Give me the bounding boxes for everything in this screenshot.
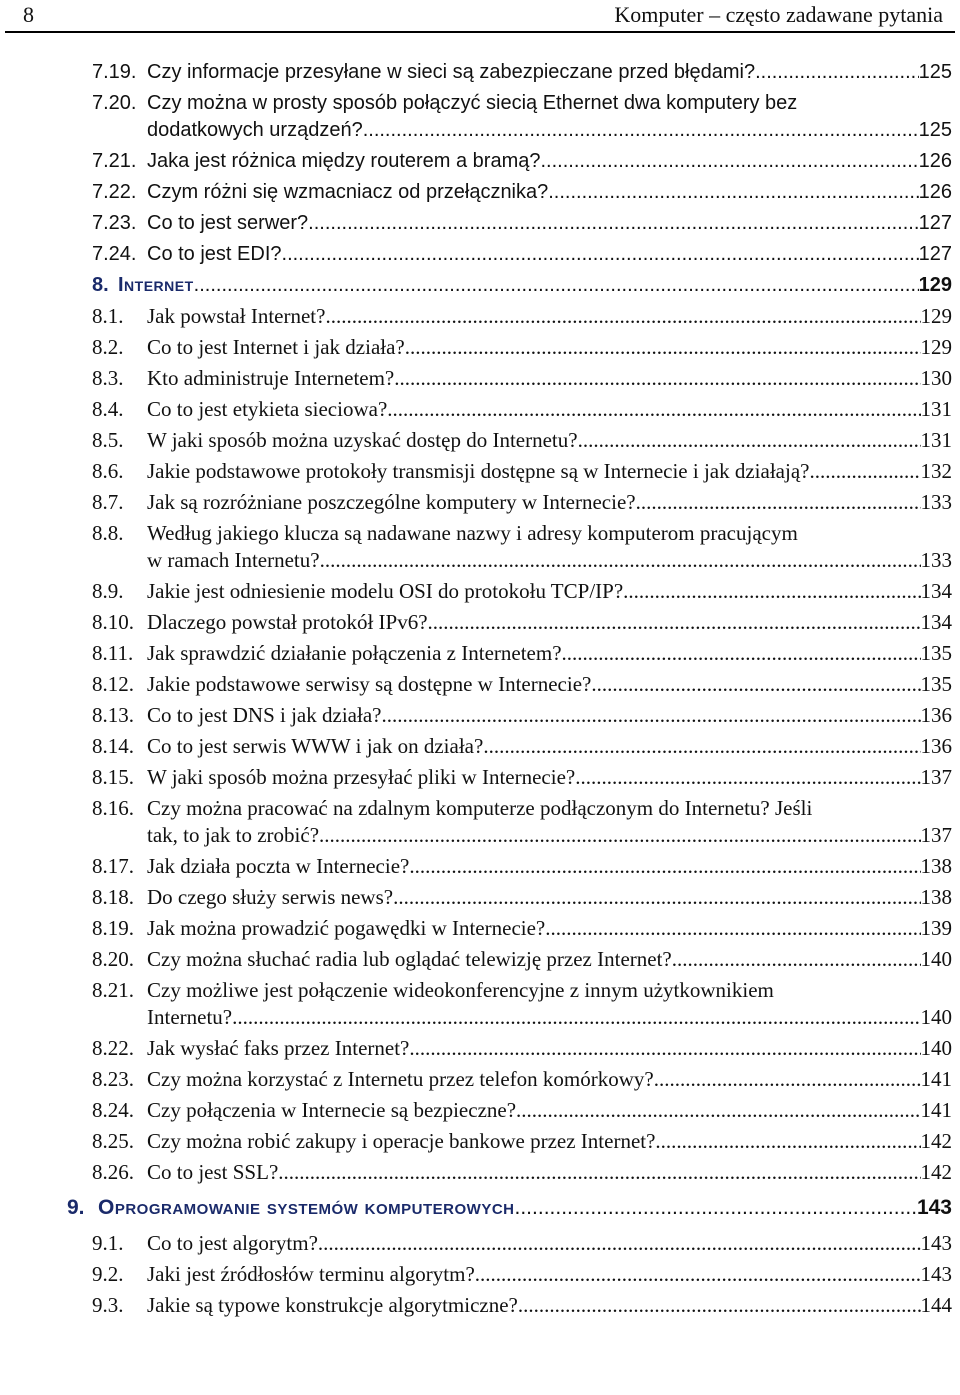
- leader-dots: [655, 1126, 920, 1157]
- toc-entry[interactable]: [0, 1002, 960, 1033]
- toc-entry-number: 7.22.: [92, 181, 137, 203]
- toc-entry-title: Czy można słuchać radia lub oglądać telewizję przez Internet?: [147, 947, 672, 971]
- leader-dots: [578, 425, 921, 456]
- toc-entry-title: w ramach Internetu?: [147, 548, 320, 572]
- toc-entry-title: Jak sprawdzić działanie połączenia z Internetem?: [147, 641, 562, 665]
- toc-chapter[interactable]: [0, 1188, 960, 1228]
- leader-dots: [548, 177, 918, 208]
- leader-dots: [809, 456, 920, 487]
- toc-entry-number: 7.20.: [92, 92, 137, 114]
- toc-entry[interactable]: [0, 146, 960, 177]
- leader-dots: [541, 146, 919, 177]
- leader-dots: [636, 487, 921, 518]
- toc-entry[interactable]: [0, 301, 960, 332]
- toc-entry-page: 143: [920, 1231, 952, 1255]
- toc-entry-title: Co to jest serwis WWW i jak on działa?: [147, 734, 484, 758]
- toc-entry-number: 8.21.: [92, 978, 134, 1002]
- toc-entry-page: 135: [920, 672, 952, 696]
- toc-entry-number: 8.17.: [92, 854, 134, 878]
- toc-entry[interactable]: [0, 576, 960, 607]
- toc-entry-line: [0, 793, 960, 820]
- toc-entry-page: 126: [918, 181, 952, 203]
- toc-entry-number: 9.: [67, 1196, 85, 1219]
- toc-entry-title: dodatkowych urządzeń?: [147, 119, 363, 141]
- toc-entry-number: 8.11.: [92, 641, 134, 665]
- toc-entry-line: [0, 518, 960, 545]
- leader-dots: [518, 1290, 921, 1321]
- toc-entry-title: Czy można korzystać z Internetu przez telefon komórkowy?: [147, 1067, 654, 1091]
- toc-entry-number: 8.14.: [92, 734, 134, 758]
- leader-dots: [320, 545, 921, 576]
- toc-entry[interactable]: [0, 638, 960, 669]
- header-title: Komputer – często zadawane pytania: [614, 2, 943, 27]
- toc-entry[interactable]: [0, 607, 960, 638]
- toc-entry-page: 136: [920, 703, 952, 727]
- toc-entry-title: Co to jest SSL?: [147, 1160, 279, 1184]
- toc-entry[interactable]: [0, 363, 960, 394]
- toc-entry-page: 125: [918, 61, 952, 83]
- toc-entry-title: Jakie podstawowe serwisy są dostępne w Internecie?: [147, 672, 592, 696]
- toc-entry-title: Co to jest Internet i jak działa?: [147, 335, 405, 359]
- toc-entry-title-line1: Czy można pracować na zdalnym komputerze podłączonym do Internetu? Jeśli: [147, 796, 813, 820]
- toc-entry-title: Jaki jest źródłosłów terminu algorytm?: [147, 1262, 475, 1286]
- toc-entry[interactable]: [0, 669, 960, 700]
- toc-entry-page: 131: [920, 428, 952, 452]
- toc-entry-number: 8.16.: [92, 796, 134, 820]
- toc-entry-title: Jakie jest odniesienie modelu OSI do protokołu TCP/IP?: [147, 579, 624, 603]
- leader-dots: [387, 394, 920, 425]
- toc-entry-page: 127: [918, 212, 952, 234]
- toc-entry[interactable]: [0, 700, 960, 731]
- toc-entry-title: Jak działa poczta w Internecie?: [147, 854, 410, 878]
- leader-dots: [318, 1228, 921, 1259]
- toc-entry-page: 127: [918, 243, 952, 265]
- toc-entry-title: Jakie są typowe konstrukcje algorytmiczne?: [147, 1293, 518, 1317]
- toc-entry-page: 137: [920, 823, 952, 847]
- toc-entry[interactable]: [0, 177, 960, 208]
- toc-entry-number: 8.19.: [92, 916, 134, 940]
- toc-entry-number: 8.8.: [92, 521, 124, 545]
- toc-entry-title: Co to jest etykieta sieciowa?: [147, 397, 388, 421]
- toc-entry-title: Dlaczego powstał protokół IPv6?: [147, 610, 428, 634]
- toc-entry-number: 8.5.: [92, 428, 124, 452]
- toc-entry[interactable]: [0, 1157, 960, 1188]
- leader-dots: [623, 576, 920, 607]
- toc-entry-number: 8.25.: [92, 1129, 134, 1153]
- toc-entry[interactable]: [0, 1228, 960, 1259]
- toc-entry-title: Co to jest DNS i jak działa?: [147, 703, 382, 727]
- leader-dots: [381, 700, 920, 731]
- toc-entry[interactable]: [0, 1064, 960, 1095]
- toc-entry[interactable]: [0, 820, 960, 851]
- toc-entry[interactable]: [0, 944, 960, 975]
- toc-entry-page: 140: [920, 947, 952, 971]
- toc-entry[interactable]: [0, 1259, 960, 1290]
- toc-entry[interactable]: [0, 1290, 960, 1321]
- toc-entry-title: Co to jest algorytm?: [147, 1231, 318, 1255]
- toc-entry-number: 8.10.: [92, 610, 134, 634]
- table-of-contents: [0, 57, 960, 1321]
- toc-entry-number: 9.2.: [92, 1262, 124, 1286]
- leader-dots: [575, 762, 920, 793]
- toc-entry-number: 7.19.: [92, 61, 137, 83]
- toc-entry-title: Jak wysłać faks przez Internet?: [147, 1036, 410, 1060]
- toc-entry-number: 7.24.: [92, 243, 137, 265]
- toc-entry-page: 137: [920, 765, 952, 789]
- toc-entry[interactable]: [0, 545, 960, 576]
- toc-entry-page: 134: [920, 579, 952, 603]
- toc-entry-number: 8.6.: [92, 459, 124, 483]
- toc-entry-page: 140: [920, 1005, 952, 1029]
- toc-entry-page: 139: [920, 916, 952, 940]
- toc-entry-title: tak, to jak to zrobić?: [147, 823, 320, 847]
- toc-entry-page: 143: [920, 1262, 952, 1286]
- toc-entry-page: 133: [920, 490, 952, 514]
- toc-entry-number: 8.20.: [92, 947, 134, 971]
- toc-entry-title: W jaki sposób można uzyskać dostęp do Internetu?: [147, 428, 578, 452]
- toc-entry-title: Jakie podstawowe protokoły transmisji dostępne są w Internecie i jak działają?: [147, 459, 810, 483]
- toc-entry[interactable]: [0, 762, 960, 793]
- toc-entry-title: Do czego służy serwis news?: [147, 885, 394, 909]
- toc-entry-title: Czy można robić zakupy i operacje bankowe przez Internet?: [147, 1129, 656, 1153]
- toc-entry-page: 140: [920, 1036, 952, 1060]
- leader-dots: [475, 1259, 921, 1290]
- toc-entry[interactable]: [0, 425, 960, 456]
- leader-dots: [393, 882, 920, 913]
- leader-dots: [319, 820, 920, 851]
- toc-entry-title-line1: Czy możliwe jest połączenie wideokonferencyjne z innym użytkownikiem: [147, 978, 774, 1002]
- leader-dots: [483, 731, 920, 762]
- toc-entry-page: 129: [920, 304, 952, 328]
- toc-entry[interactable]: [0, 1095, 960, 1126]
- toc-entry-title: Czy połączenia w Internecie są bezpieczne?: [147, 1098, 517, 1122]
- toc-entry[interactable]: [0, 851, 960, 882]
- leader-dots: [428, 607, 921, 638]
- toc-entry-page: 135: [920, 641, 952, 665]
- toc-entry[interactable]: [0, 332, 960, 363]
- toc-entry[interactable]: [0, 487, 960, 518]
- toc-entry-title: Kto administruje Internetem?: [147, 366, 395, 390]
- toc-entry-number: 8.18.: [92, 885, 134, 909]
- toc-entry-number: 9.1.: [92, 1231, 124, 1255]
- toc-entry[interactable]: [0, 1126, 960, 1157]
- toc-entry-title: Jaka jest różnica między routerem a bramą?: [147, 150, 541, 172]
- toc-entry-page: 131: [920, 397, 952, 421]
- toc-entry[interactable]: [0, 731, 960, 762]
- toc-entry-title: W jaki sposób można przesyłać pliki w Internecie?: [147, 765, 576, 789]
- toc-entry-page: 141: [920, 1067, 952, 1091]
- toc-entry-title: Co to jest serwer?: [147, 212, 309, 234]
- toc-entry-page: 129: [920, 335, 952, 359]
- running-header: [5, 0, 955, 33]
- toc-entry-title: Internet: [118, 274, 194, 296]
- toc-entry-number: 7.23.: [92, 212, 137, 234]
- toc-entry[interactable]: [0, 913, 960, 944]
- toc-entry-title: Internetu?: [147, 1005, 233, 1029]
- leader-dots: [232, 1002, 920, 1033]
- toc-entry-number: 8.26.: [92, 1160, 134, 1184]
- toc-entry-title: Co to jest EDI?: [147, 243, 282, 265]
- toc-entry-title: Jak powstał Internet?: [147, 304, 326, 328]
- toc-entry[interactable]: [0, 208, 960, 239]
- leader-dots: [278, 1157, 920, 1188]
- toc-entry-line: [0, 88, 960, 115]
- leader-dots: [325, 301, 920, 332]
- leader-dots: [394, 363, 920, 394]
- leader-dots: [194, 270, 919, 301]
- leader-dots: [562, 638, 921, 669]
- toc-entry-page: 130: [920, 366, 952, 390]
- toc-entry-number: 8.3.: [92, 366, 124, 390]
- toc-entry-page: 129: [918, 274, 952, 296]
- toc-entry-title: Czy informacje przesyłane w sieci są zabezpieczane przed błędami?: [147, 61, 756, 83]
- toc-entry-number: 8.23.: [92, 1067, 134, 1091]
- toc-entry-number: 8.: [92, 274, 109, 296]
- toc-entry-page: 144: [920, 1293, 952, 1317]
- leader-dots: [591, 669, 920, 700]
- toc-chapter[interactable]: [0, 270, 960, 301]
- toc-entry[interactable]: [0, 57, 960, 88]
- toc-entry-page: 132: [920, 459, 952, 483]
- toc-entry-title-line1: Według jakiego klucza są nadawane nazwy i adresy komputerom pracującym: [147, 521, 798, 545]
- toc-entry-number: 8.7.: [92, 490, 124, 514]
- toc-entry-line: [0, 975, 960, 1002]
- leader-dots: [409, 1033, 920, 1064]
- toc-entry[interactable]: [0, 456, 960, 487]
- toc-entry-page: 141: [920, 1098, 952, 1122]
- toc-entry-page: 126: [918, 150, 952, 172]
- toc-entry-number: 9.3.: [92, 1293, 124, 1317]
- toc-entry-number: 8.9.: [92, 579, 124, 603]
- toc-entry-number: 8.12.: [92, 672, 134, 696]
- toc-entry-page: 136: [920, 734, 952, 758]
- leader-dots: [654, 1064, 921, 1095]
- leader-dots: [755, 57, 919, 88]
- leader-dots: [405, 332, 921, 363]
- leader-dots: [282, 239, 919, 270]
- toc-entry[interactable]: [0, 1033, 960, 1064]
- leader-dots: [409, 851, 920, 882]
- toc-entry-page: 138: [920, 885, 952, 909]
- toc-entry-page: 125: [918, 119, 952, 141]
- toc-entry-number: 7.21.: [92, 150, 137, 172]
- leader-dots: [672, 944, 921, 975]
- leader-dots: [363, 115, 919, 146]
- header-page-number: 8: [23, 2, 34, 27]
- toc-entry-page: 134: [920, 610, 952, 634]
- toc-entry[interactable]: [0, 394, 960, 425]
- toc-entry[interactable]: [0, 239, 960, 270]
- leader-dots: [545, 913, 920, 944]
- toc-entry[interactable]: [0, 882, 960, 913]
- toc-entry-number: 8.4.: [92, 397, 124, 421]
- leader-dots: [516, 1095, 920, 1126]
- toc-entry-page: 143: [916, 1196, 952, 1219]
- toc-entry-number: 8.15.: [92, 765, 134, 789]
- toc-entry-page: 142: [920, 1160, 952, 1184]
- toc-entry-title: Jak są rozróżniane poszczególne komputery w Internecie?: [147, 490, 636, 514]
- toc-entry-number: 8.24.: [92, 1098, 134, 1122]
- toc-entry-number: 8.2.: [92, 335, 124, 359]
- toc-entry-number: 8.22.: [92, 1036, 134, 1060]
- toc-entry-number: 8.1.: [92, 304, 124, 328]
- toc-entry-title: Czym różni się wzmacniacz od przełącznika?: [147, 181, 549, 203]
- toc-entry-number: 8.13.: [92, 703, 134, 727]
- toc-entry-page: 138: [920, 854, 952, 878]
- toc-entry-title: Oprogramowanie systemów komputerowych: [98, 1196, 515, 1219]
- toc-entry-page: 142: [920, 1129, 952, 1153]
- leader-dots: [308, 208, 918, 239]
- leader-dots: [515, 1188, 917, 1228]
- toc-entry[interactable]: [0, 115, 960, 146]
- toc-entry-title-line1: Czy można w prosty sposób połączyć siecią Ethernet dwa komputery bez: [147, 92, 798, 114]
- toc-entry-title: Jak można prowadzić pogawędki w Internecie?: [147, 916, 546, 940]
- toc-entry-page: 133: [920, 548, 952, 572]
